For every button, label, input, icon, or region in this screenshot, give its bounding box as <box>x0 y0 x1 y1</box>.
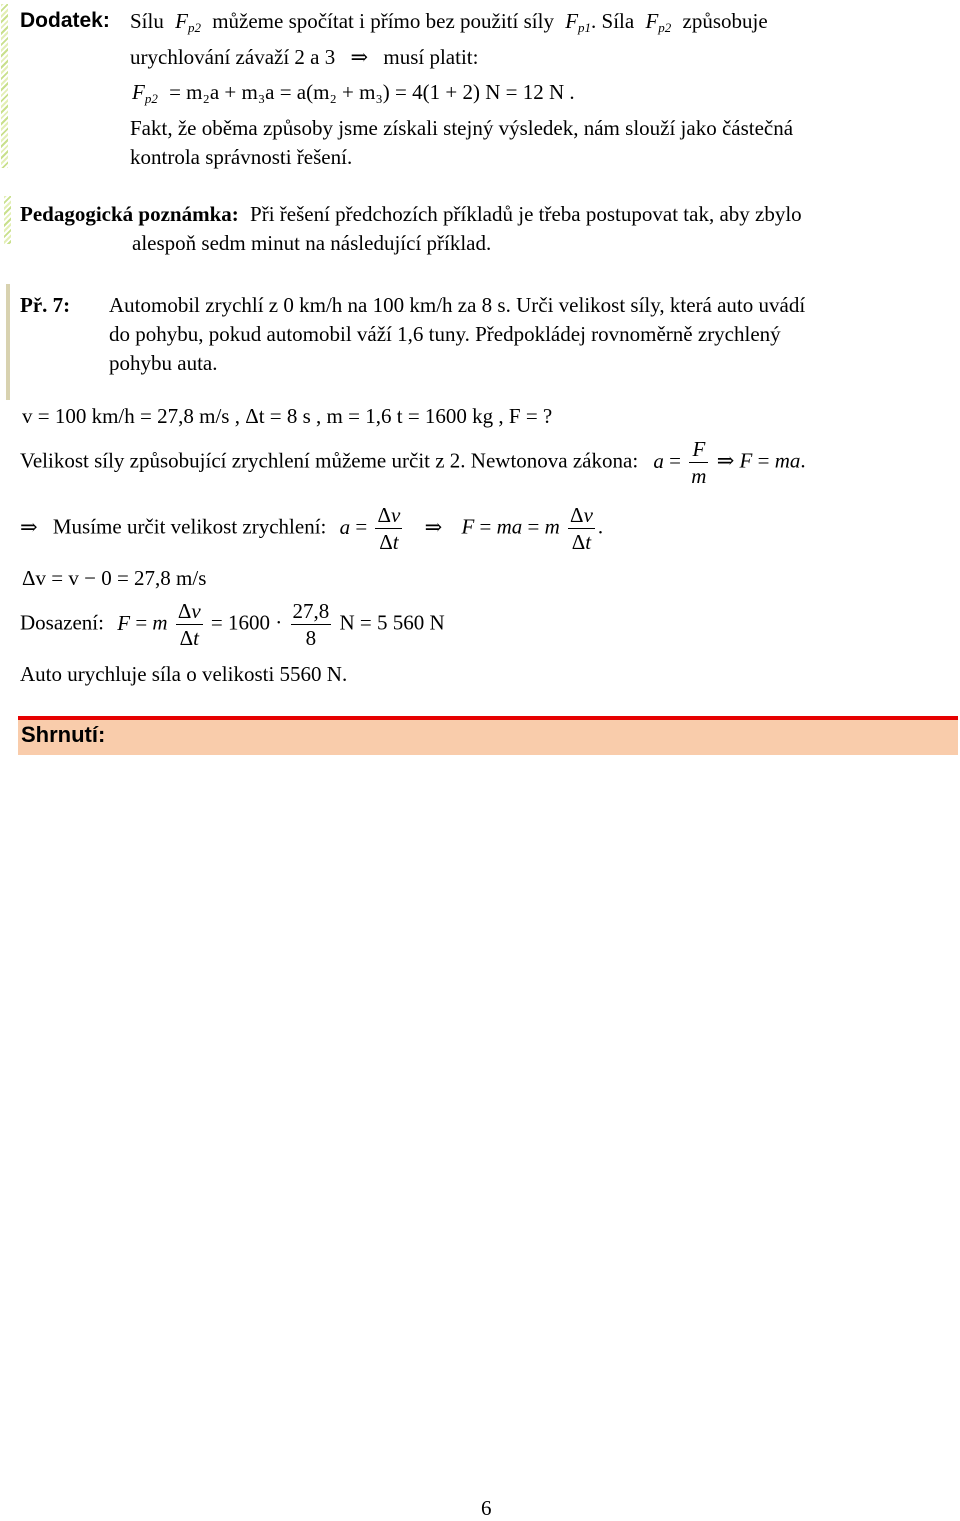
newton-law-line: Velikost síly způsobující zrychlení můžeme určit z 2. Newtonova zákona: a = $\frac{F}{m}$ ⇒ F = ma. <box>20 437 806 489</box>
symbol-fp2-c: $F_{p2}$ <box>132 80 158 106</box>
acceleration-text: Musíme určit velikost zrychlení: <box>52 514 327 539</box>
summary-label: Shrnutí: <box>21 722 106 747</box>
implies-arrow-icon: ⇒ <box>20 514 38 539</box>
margin-marker-example <box>6 284 10 400</box>
symbol-f-2: F <box>461 514 475 539</box>
given-values: v = 100 km/h = 27,8 m/s , Δt = 8 s , m = 1,6 t = 1600 kg , F = ? <box>22 404 553 428</box>
fraction-f-over-m: $\frac{F}{m}$ <box>691 437 707 489</box>
symbol-fp1: $F_{p1}$ <box>565 9 592 35</box>
appendix-fact-2: kontrola správnosti řešení. <box>130 145 353 169</box>
margin-marker-appendix <box>1 4 8 168</box>
appendix-equation <box>132 80 575 105</box>
appendix-line-2-end: musí platit: <box>383 45 479 69</box>
appendix-text-c: . Síla <box>591 9 635 33</box>
newton-law-text: Velikost síly způsobující zrychlení můžeme určit z 2. Newtonova zákona: <box>20 448 639 473</box>
substitution-end: N = 5 560 N <box>339 610 445 635</box>
symbol-a-2: a <box>339 514 351 539</box>
symbol-fp2: $F_{p2}$ <box>175 9 201 35</box>
pedagogical-note-label: Pedagogická poznámka: <box>20 202 239 226</box>
substitution-line: Dosazení: F = m $\frac{\Delta v}{\Delta t}$ = 1600 · $\frac{27,8}{8}$ N = 5 560 N <box>20 599 445 651</box>
appendix-fact-1: Fakt, že oběma způsoby jsme získali stejný výsledek, nám slouží jako částečná <box>130 116 794 140</box>
conclusion: Auto urychluje síla o velikosti 5560 N. <box>20 662 348 686</box>
example-line-1: Automobil zrychlí z 0 km/h na 100 km/h za 8 s. Urči velikost síly, která auto uvádí <box>109 293 806 317</box>
appendix-line-2 <box>130 45 478 70</box>
implies-arrow-icon: ⇒ <box>350 45 369 69</box>
appendix-label: Dodatek: <box>20 9 110 32</box>
summary-bar <box>18 716 958 755</box>
substitution-label: Dosazení: <box>20 610 104 635</box>
fraction-27-8-over-8: $\frac{27,8}{8}$ <box>292 599 330 651</box>
implies-arrow-icon: ⇒ <box>716 448 735 473</box>
fraction-dv-over-dt-3: $\frac{\Delta v}{\Delta t}$ <box>177 599 201 651</box>
symbol-ma: ma <box>774 448 801 473</box>
appendix-equation-text: = m₂a + m₃a = a(m₂ + m₃) = 4(1 + 2) N = 12 N . <box>169 80 575 104</box>
fraction-dv-over-dt-2: $\frac{\Delta v}{\Delta t}$ <box>570 503 593 555</box>
appendix-line-2-text: urychlování závaží 2 a 3 <box>130 45 336 69</box>
implies-arrow-icon: ⇒ <box>424 514 443 539</box>
substitution-mid: = 1600 · <box>210 610 283 635</box>
margin-marker-note <box>4 196 11 244</box>
page-number: 6 <box>481 1496 492 1520</box>
pedagogical-note-text-1: Při řešení předchozích příkladů je třeba postupovat tak, aby zbylo <box>250 202 802 226</box>
delta-v-line: Δv = v − 0 = 27,8 m/s <box>22 566 207 590</box>
appendix-text-b: můžeme spočítat i přímo bez použití síly <box>212 9 554 33</box>
example-line-3: pohybu auta. <box>109 351 218 375</box>
acceleration-line: ⇒ Musíme určit velikost zrychlení: a = $\frac{\Delta v}{\Delta t}$ ⇒ F = ma = m $\frac{\Delta v}{\Delta t}$ . <box>20 503 604 555</box>
pedagogical-note-line-2: alespoň sedm minut na následující příklad. <box>132 231 492 255</box>
symbol-f: F <box>739 448 753 473</box>
symbol-f-3: F <box>117 610 131 635</box>
appendix-text-d: způsobuje <box>682 9 768 33</box>
fraction-dv-over-dt: $\frac{\Delta v}{\Delta t}$ <box>377 503 401 555</box>
example-line-2: do pohybu, pokud automobil váží 1,6 tuny. Předpokládej rovnoměrně zrychlený <box>109 322 781 346</box>
example-label: Př. 7: <box>20 293 71 317</box>
symbol-a: a <box>653 448 664 473</box>
appendix-text-a: Sílu <box>130 9 164 33</box>
symbol-fp2-b: $F_{p2}$ <box>645 9 672 35</box>
pedagogical-note-line-1 <box>20 202 802 227</box>
appendix-line-1 <box>130 9 768 34</box>
